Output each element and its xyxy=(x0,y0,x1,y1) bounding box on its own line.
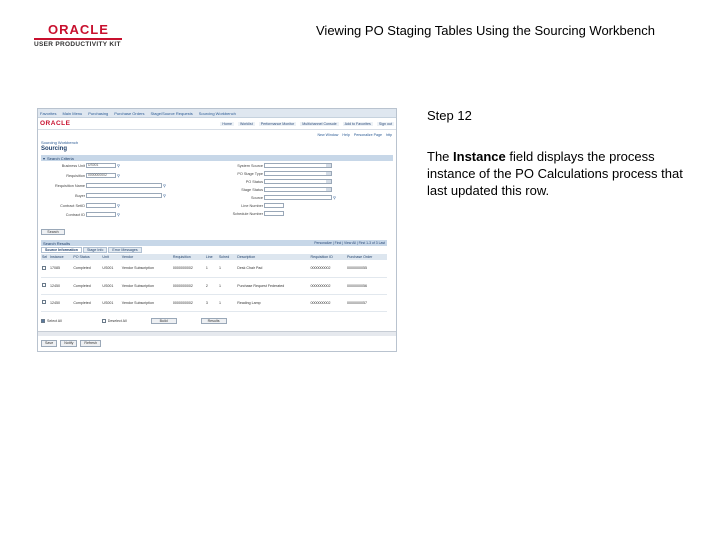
stage-status-dropdown[interactable] xyxy=(264,187,332,192)
row-select-checkbox[interactable] xyxy=(42,300,46,304)
system-source-field xyxy=(223,163,332,168)
app-logo: ORACLE xyxy=(40,120,71,127)
instance-cell: 17085 xyxy=(49,260,72,277)
header-link-signout[interactable]: Sign out xyxy=(378,121,392,126)
results-navigation[interactable]: Personalize | Find | View All | First 1-3 of 3 Last xyxy=(314,241,385,245)
source-input[interactable] xyxy=(264,195,332,200)
field-label: Source xyxy=(250,195,263,200)
table-row xyxy=(41,294,387,311)
lookup-icon[interactable]: ⚲ xyxy=(117,173,121,178)
col-unit[interactable]: Unit xyxy=(101,254,120,260)
description-cell: Reading Lamp xyxy=(236,294,309,311)
table-row xyxy=(41,277,387,294)
instance-cell: 12450 xyxy=(49,294,72,311)
field-label: Schedule Number xyxy=(232,211,263,216)
utility-links xyxy=(38,130,396,140)
save-button[interactable]: Save xyxy=(41,340,57,347)
lookup-icon[interactable]: ⚲ xyxy=(333,195,337,200)
unit-cell: US001 xyxy=(101,294,120,311)
results-tabs xyxy=(41,247,142,253)
sched-cell: 1 xyxy=(218,260,236,277)
purchase-order-cell[interactable]: 0000000057 xyxy=(346,294,387,311)
sched-cell: 1 xyxy=(218,294,236,311)
unit-cell: US001 xyxy=(101,277,120,294)
contract-id-field xyxy=(45,212,120,217)
grid-actions xyxy=(41,317,387,325)
select-all-checkbox[interactable] xyxy=(41,319,45,323)
slide-title: Viewing PO Staging Tables Using the Sourcing Workbench xyxy=(316,23,655,38)
requisition-cell: 0000000002 xyxy=(172,277,205,294)
col-requisition[interactable]: Requisition xyxy=(172,254,205,260)
nav-item[interactable]: Favorites xyxy=(40,110,57,116)
build-button[interactable]: Build xyxy=(151,318,177,324)
top-navigation xyxy=(38,109,396,118)
step-number: Step 12 xyxy=(427,108,472,123)
field-label: Stage Status xyxy=(241,187,263,192)
description-cell: Desk Chair Pad xyxy=(236,260,309,277)
col-description[interactable]: Description xyxy=(236,254,309,260)
col-purchase-order[interactable]: Purchase Order xyxy=(346,254,387,260)
col-line[interactable]: Line xyxy=(205,254,218,260)
vendor-cell[interactable]: Vendor Subscription xyxy=(121,260,172,277)
field-label: Buyer xyxy=(75,193,85,198)
field-label: PO Status xyxy=(245,179,263,184)
contract-setid-field xyxy=(45,203,120,208)
instance-cell: 12450 xyxy=(49,277,72,294)
po-status-cell: Completed xyxy=(72,294,101,311)
nav-item[interactable]: Purchasing xyxy=(88,110,109,116)
nav-item[interactable]: Stage/Source Requests xyxy=(150,110,193,116)
row-select-checkbox[interactable] xyxy=(42,266,46,270)
description-cell: Purchase Request Federated xyxy=(236,277,309,294)
results-title: Search Results xyxy=(43,240,71,246)
vendor-cell[interactable]: Vendor Subscription xyxy=(121,294,172,311)
po-stage-type-dropdown[interactable] xyxy=(264,171,332,176)
deselect-all-label: Deselect All xyxy=(107,319,127,323)
po-status-field xyxy=(223,179,332,184)
search-results-header xyxy=(41,240,387,246)
header-link-performance[interactable]: Performance Monitor xyxy=(260,121,295,126)
logo-divider xyxy=(34,38,122,40)
field-label: Requisition Name xyxy=(55,183,85,188)
requisition-cell: 0000000002 xyxy=(172,260,205,277)
header-link-worklist[interactable]: Worklist xyxy=(239,121,253,126)
line-number-field xyxy=(223,203,284,208)
help-link[interactable]: Help xyxy=(342,133,350,137)
refresh-button[interactable]: Refresh xyxy=(80,340,101,347)
description-text: field displays the process instance of the PO Calculations process that last updated this row. xyxy=(427,149,683,198)
logo-brand: ORACLE xyxy=(48,22,109,37)
buyer-input[interactable] xyxy=(86,193,162,198)
requisition-field xyxy=(45,173,120,178)
col-instance[interactable]: Instance xyxy=(49,254,72,260)
http-link[interactable]: http xyxy=(386,133,392,137)
lookup-icon[interactable]: ⚲ xyxy=(163,183,167,188)
requisition-input[interactable]: 0000000002 xyxy=(86,173,116,178)
field-label: Business Unit xyxy=(61,163,85,168)
breadcrumb[interactable]: Sourcing Workbench xyxy=(41,140,79,145)
header-link-favorites[interactable]: Add to Favorites xyxy=(344,121,371,126)
requisition-id-cell[interactable]: 0000000002 xyxy=(310,294,346,311)
purchase-order-cell[interactable]: 0000000056 xyxy=(346,277,387,294)
lookup-icon[interactable]: ⚲ xyxy=(117,212,121,217)
results-button[interactable]: Results xyxy=(201,318,227,324)
requisition-cell: 0000000002 xyxy=(172,294,205,311)
tab-source-information[interactable]: Source Information xyxy=(41,247,82,253)
requisition-name-input[interactable] xyxy=(86,183,162,188)
line-cell: 1 xyxy=(205,260,218,277)
col-sel: Sel xyxy=(42,255,48,259)
header-link-home[interactable]: Home xyxy=(222,121,232,126)
page-title: Sourcing xyxy=(41,146,68,152)
header-link-multichannel[interactable]: Multichannel Console xyxy=(302,121,337,126)
horizontal-scrollbar[interactable] xyxy=(38,331,396,336)
business-unit-input[interactable]: US001 xyxy=(86,163,116,168)
logo-subtitle: USER PRODUCTIVITY KIT xyxy=(34,41,121,48)
deselect-all-option[interactable] xyxy=(102,319,127,323)
field-label: Line Number xyxy=(241,203,263,208)
buyer-field xyxy=(45,193,166,198)
unit-cell: US001 xyxy=(101,260,120,277)
po-status-cell: Completed xyxy=(72,260,101,277)
brand-bar xyxy=(38,118,396,130)
purchase-order-cell[interactable]: 0000000055 xyxy=(346,260,387,277)
business-unit-field xyxy=(45,163,120,168)
select-all-label: Select All xyxy=(47,319,62,323)
table-row xyxy=(41,260,387,277)
criteria-title: Search Criteria xyxy=(47,155,74,161)
contract-id-input[interactable] xyxy=(86,212,116,217)
col-po-status[interactable]: PO Status xyxy=(72,254,101,260)
notify-button[interactable]: Notify xyxy=(60,340,77,347)
oracle-upk-logo xyxy=(34,22,124,48)
col-requisition-id[interactable]: Requisition ID xyxy=(310,254,346,260)
sched-cell: 1 xyxy=(218,277,236,294)
requisition-id-cell[interactable]: 0000000002 xyxy=(310,260,346,277)
nav-item[interactable]: Purchase Orders xyxy=(114,110,145,116)
source-field xyxy=(223,195,336,200)
select-all-option[interactable] xyxy=(41,319,62,323)
results-grid xyxy=(41,254,387,312)
description-field-name: Instance xyxy=(453,149,506,164)
contract-setid-input[interactable] xyxy=(86,203,116,208)
header-links xyxy=(220,122,394,126)
personalize-link[interactable]: Personalize Page xyxy=(353,133,382,137)
schedule-number-input[interactable] xyxy=(264,211,284,216)
nav-item[interactable]: Main Menu xyxy=(62,110,83,116)
po-stage-type-field xyxy=(223,171,332,176)
deselect-all-checkbox[interactable] xyxy=(102,319,106,323)
page-footer-buttons xyxy=(41,340,101,347)
col-sched[interactable]: Sched xyxy=(218,254,236,260)
lookup-icon[interactable]: ⚲ xyxy=(117,203,121,208)
col-vendor[interactable]: Vendor xyxy=(121,254,172,260)
search-criteria-panel xyxy=(41,161,393,219)
search-button[interactable]: Search xyxy=(41,229,65,235)
lookup-icon[interactable]: ⚲ xyxy=(117,163,121,168)
row-select-checkbox[interactable] xyxy=(42,283,46,287)
application-screenshot xyxy=(37,108,397,352)
field-label: System Source xyxy=(237,163,263,168)
line-number-input[interactable] xyxy=(264,203,284,208)
schedule-number-field xyxy=(223,211,284,216)
tab-error-messages[interactable]: Error Messages xyxy=(108,247,141,253)
po-status-cell: Completed xyxy=(72,277,101,294)
vendor-cell[interactable]: Vendor Subscription xyxy=(121,277,172,294)
field-label: Requisition xyxy=(66,173,85,178)
lookup-icon[interactable]: ⚲ xyxy=(163,193,167,198)
requisition-name-field xyxy=(45,183,166,188)
line-cell: 3 xyxy=(205,294,218,311)
system-source-dropdown[interactable] xyxy=(264,163,332,168)
po-status-dropdown[interactable] xyxy=(264,179,332,184)
step-description xyxy=(427,148,697,199)
nav-item[interactable]: Sourcing Workbench xyxy=(198,110,236,116)
field-label: Contract ID xyxy=(65,212,85,217)
line-cell: 2 xyxy=(205,277,218,294)
description-text: The xyxy=(427,149,454,164)
requisition-id-cell[interactable]: 0000000002 xyxy=(310,277,346,294)
tab-stage-info[interactable]: Stage Info xyxy=(83,247,107,253)
collapse-icon[interactable]: ▾ xyxy=(43,155,46,161)
stage-status-field xyxy=(223,187,332,192)
field-label: Contract SetID xyxy=(60,203,85,208)
field-label: PO Stage Type xyxy=(237,171,263,176)
new-window-link[interactable]: New Window xyxy=(317,133,339,137)
